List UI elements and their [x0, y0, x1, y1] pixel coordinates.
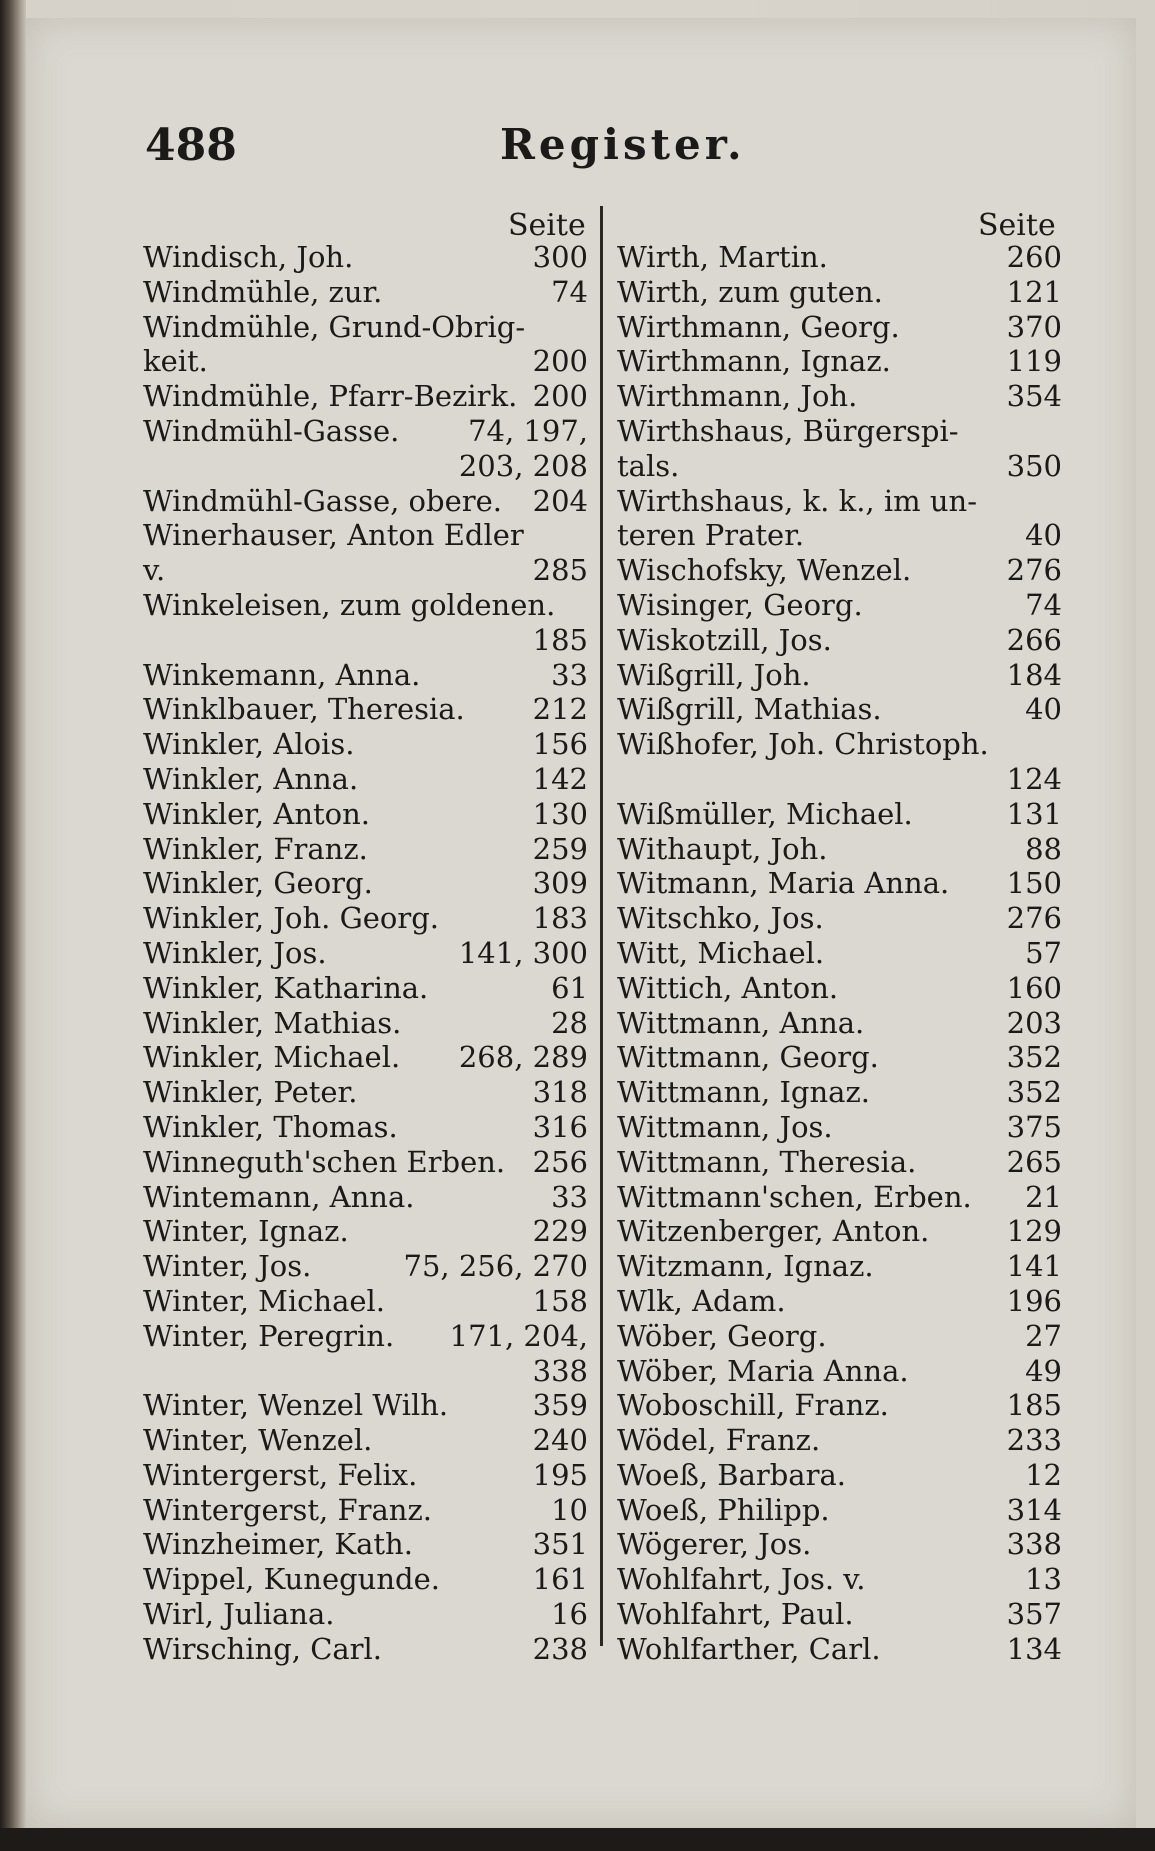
- index-entry: [617, 1284, 1062, 1319]
- index-entry: [617, 344, 1062, 379]
- index-entry-name: Winkler, Joh. Georg.: [143, 901, 440, 936]
- index-entry-name: Witzenberger, Anton.: [617, 1214, 930, 1249]
- index-entry-pages: 300: [532, 240, 588, 274]
- index-entry-pages: 88: [1025, 831, 1062, 866]
- index-entry: [617, 588, 1062, 623]
- index-entry-pages: 240: [532, 1423, 588, 1458]
- index-entry-name: Winter, Peregrin.: [143, 1318, 395, 1353]
- index-entry-name: Wintergerst, Felix.: [143, 1457, 418, 1492]
- index-entry-pages: 185: [1006, 1388, 1062, 1423]
- index-entry-pages: 74: [551, 274, 588, 309]
- index-entry: [143, 797, 588, 832]
- index-entry-pages: 196: [1006, 1283, 1062, 1318]
- index-entry-name: Wittmann, Theresia.: [617, 1144, 917, 1179]
- index-entry-name: Winkler, Thomas.: [143, 1109, 398, 1144]
- index-entry-pages: 21: [1025, 1179, 1062, 1214]
- index-entry-name: Wirthmann, Joh.: [617, 379, 858, 414]
- index-entry: [143, 971, 588, 1006]
- index-entry-name: Wirthshaus, k. k., im un-: [617, 483, 977, 518]
- index-entry: [143, 1423, 588, 1458]
- index-entry-pages: 200: [532, 379, 588, 414]
- index-entry-pages: 27: [1025, 1318, 1062, 1353]
- index-entry: [143, 1354, 588, 1389]
- index-entry-name: Windmühle, Grund-Obrig-: [143, 309, 526, 344]
- index-entry-name: tals.: [617, 448, 680, 483]
- index-entry-name: Windisch, Joh.: [143, 240, 354, 274]
- index-entry-pages: 338: [1006, 1527, 1062, 1562]
- index-entry-pages: 13: [1025, 1562, 1062, 1597]
- index-entry: [617, 1180, 1062, 1215]
- index-entry-pages: 10: [551, 1492, 588, 1527]
- index-entry: [143, 1145, 588, 1180]
- page-number: 488: [145, 120, 237, 171]
- index-entry-pages: 268, 289: [458, 1040, 588, 1075]
- index-entry-pages: 260: [1006, 240, 1062, 274]
- index-entry: [143, 1319, 588, 1354]
- index-entry-pages: 285: [532, 553, 588, 588]
- index-entry: [143, 379, 588, 414]
- index-entry-name: Winter, Ignaz.: [143, 1214, 349, 1249]
- index-entry: [143, 1180, 588, 1215]
- index-entry-pages: 352: [1006, 1040, 1062, 1075]
- index-entry-pages: 233: [1006, 1423, 1062, 1458]
- index-entry-pages: 156: [532, 727, 588, 762]
- index-entry-pages: 141: [1006, 1249, 1062, 1284]
- index-entry-name: Winkemann, Anna.: [143, 657, 421, 692]
- index-entry-pages: 131: [1006, 796, 1062, 831]
- index-entry: [617, 832, 1062, 867]
- index-entry-pages: 276: [1006, 901, 1062, 936]
- index-entry: [143, 310, 588, 345]
- index-entry-name: Winkler, Mathias.: [143, 1005, 402, 1040]
- index-entry: [143, 832, 588, 867]
- index-entry-name: Windmühl-Gasse.: [143, 413, 400, 448]
- right-index-column: [617, 240, 1062, 1667]
- index-entry-name: Wöber, Georg.: [617, 1318, 827, 1353]
- index-entry-name: Wirl, Juliana.: [143, 1597, 335, 1632]
- index-entry: [617, 866, 1062, 901]
- index-entry-name: Witzmann, Ignaz.: [617, 1249, 874, 1284]
- index-entry-name: Wippel, Kunegunde.: [143, 1562, 440, 1597]
- index-entry: [617, 1040, 1062, 1075]
- index-entry-pages: 265: [1006, 1144, 1062, 1179]
- index-entry-pages: 195: [532, 1457, 588, 1492]
- index-entry: [617, 1075, 1062, 1110]
- index-entry-name: Wohlfahrt, Paul.: [617, 1597, 854, 1632]
- index-entry: [143, 901, 588, 936]
- index-entry-name: Wöber, Maria Anna.: [617, 1353, 909, 1388]
- index-entry-name: Woboschill, Franz.: [617, 1388, 889, 1423]
- index-entry: [617, 1354, 1062, 1389]
- index-entry: [143, 1214, 588, 1249]
- index-entry-pages: 40: [1025, 518, 1062, 553]
- index-entry-pages: 316: [532, 1109, 588, 1144]
- index-entry-pages: 124: [1006, 761, 1062, 796]
- index-entry-name: Windmühle, Pfarr-Bezirk.: [143, 379, 518, 414]
- index-entry: [617, 1145, 1062, 1180]
- index-entry: [617, 971, 1062, 1006]
- index-entry-pages: 203, 208: [458, 448, 588, 483]
- index-entry-name: Wintergerst, Franz.: [143, 1492, 432, 1527]
- index-entry-name: Wintemann, Anna.: [143, 1179, 415, 1214]
- index-entry-pages: 203: [1006, 1005, 1062, 1040]
- index-entry: [617, 1110, 1062, 1145]
- index-entry: [617, 936, 1062, 971]
- index-entry: [617, 518, 1062, 553]
- index-entry: [143, 1493, 588, 1528]
- index-entry-pages: 185: [532, 622, 588, 657]
- index-entry-name: Winkler, Anna.: [143, 761, 359, 796]
- index-entry-name: Witt, Michael.: [617, 935, 825, 970]
- index-entry-name: Wittmann, Ignaz.: [617, 1075, 870, 1110]
- index-entry-name: Winkler, Katharina.: [143, 970, 429, 1005]
- index-entry: [617, 1493, 1062, 1528]
- index-entry: [617, 449, 1062, 484]
- index-entry-name: Winkler, Peter.: [143, 1075, 358, 1110]
- index-entry-name: Wohlfarther, Carl.: [617, 1631, 881, 1666]
- index-entry-name: Windmühl-Gasse, obere.: [143, 483, 502, 518]
- index-entry-name: Winter, Wenzel.: [143, 1423, 373, 1458]
- index-entry-pages: 359: [532, 1388, 588, 1423]
- index-entry: [143, 936, 588, 971]
- index-entry: [617, 1423, 1062, 1458]
- index-entry: [143, 692, 588, 727]
- index-entry: [143, 484, 588, 519]
- index-entry: [143, 1597, 588, 1632]
- index-entry-pages: 357: [1006, 1597, 1062, 1632]
- index-entry-pages: 338: [532, 1353, 588, 1388]
- column-divider: [600, 206, 603, 1646]
- index-entry: [617, 901, 1062, 936]
- index-entry-name: Wirthmann, Ignaz.: [617, 344, 891, 379]
- index-entry: [617, 1388, 1062, 1423]
- index-entry-name: Wittmann'schen, Erben.: [617, 1179, 972, 1214]
- left-index-column: [143, 240, 588, 1667]
- index-entry-pages: 184: [1006, 657, 1062, 692]
- index-entry-name: Winzheimer, Kath.: [143, 1527, 413, 1562]
- index-entry: [617, 1458, 1062, 1493]
- index-entry: [143, 1284, 588, 1319]
- index-entry-name: Winkler, Anton.: [143, 796, 371, 831]
- index-entry: [617, 762, 1062, 797]
- index-entry-name: Winkler, Franz.: [143, 831, 368, 866]
- index-entry-pages: 74, 197,: [468, 413, 588, 448]
- index-entry-pages: 350: [1006, 448, 1062, 483]
- page-bottom-edge: [0, 1828, 1155, 1851]
- index-entry-pages: 171, 204,: [449, 1318, 588, 1353]
- index-entry: [617, 484, 1062, 519]
- index-entry-pages: 259: [532, 831, 588, 866]
- index-entry: [617, 275, 1062, 310]
- index-entry: [143, 414, 588, 449]
- index-entry-pages: 121: [1006, 274, 1062, 309]
- index-entry: [143, 275, 588, 310]
- index-entry-name: Wischofsky, Wenzel.: [617, 553, 912, 588]
- index-entry-name: keit.: [143, 344, 208, 379]
- index-entry-name: Wisinger, Georg.: [617, 587, 863, 622]
- index-entry-name: Winter, Michael.: [143, 1283, 386, 1318]
- index-entry-name: Witmann, Maria Anna.: [617, 866, 950, 901]
- column-label-right: Seite: [978, 208, 1056, 243]
- index-entry-pages: 49: [1025, 1353, 1062, 1388]
- index-entry: [617, 727, 1062, 762]
- index-entry-name: Wißmüller, Michael.: [617, 796, 913, 831]
- index-entry-pages: 28: [551, 1005, 588, 1040]
- index-entry-name: Wohlfahrt, Jos. v.: [617, 1562, 866, 1597]
- index-entry-pages: 130: [532, 796, 588, 831]
- index-entry: [617, 797, 1062, 832]
- index-entry-pages: 276: [1006, 553, 1062, 588]
- book-binding-edge: [0, 0, 26, 1851]
- index-entry-name: Wirth, Martin.: [617, 240, 828, 274]
- index-entry: [617, 1319, 1062, 1354]
- index-entry-name: Wirsching, Carl.: [143, 1631, 383, 1666]
- index-entry-name: Wirthmann, Georg.: [617, 309, 900, 344]
- index-entry: [617, 414, 1062, 449]
- index-entry: [143, 1110, 588, 1145]
- index-entry-name: Wittmann, Georg.: [617, 1040, 879, 1075]
- index-entry: [143, 866, 588, 901]
- index-entry: [617, 1249, 1062, 1284]
- index-entry-pages: 204: [532, 483, 588, 518]
- index-entry-pages: 266: [1006, 622, 1062, 657]
- index-entry: [617, 310, 1062, 345]
- index-entry-pages: 354: [1006, 379, 1062, 414]
- index-entry-pages: 75, 256, 270: [403, 1249, 588, 1284]
- index-entry-pages: 238: [532, 1631, 588, 1666]
- index-entry-name: Wittmann, Jos.: [617, 1109, 833, 1144]
- index-entry-name: Witschko, Jos.: [617, 901, 824, 936]
- column-label-left: Seite: [508, 208, 586, 243]
- index-entry: [143, 1632, 588, 1667]
- index-entry-name: Winkler, Georg.: [143, 866, 373, 901]
- index-entry-pages: 61: [551, 970, 588, 1005]
- index-entry-pages: 256: [532, 1144, 588, 1179]
- index-entry: [617, 1527, 1062, 1562]
- index-entry-pages: 351: [532, 1527, 588, 1562]
- running-head: Register.: [500, 120, 746, 169]
- index-entry-name: Wlk, Adam.: [617, 1283, 786, 1318]
- index-entry: [617, 240, 1062, 275]
- index-entry-pages: 314: [1006, 1492, 1062, 1527]
- index-entry-pages: 33: [551, 1179, 588, 1214]
- index-entry-pages: 229: [532, 1214, 588, 1249]
- index-entry-pages: 119: [1006, 344, 1062, 379]
- index-entry-name: Winter, Wenzel Wilh.: [143, 1388, 449, 1423]
- index-entry-pages: 142: [532, 761, 588, 796]
- index-entry-pages: 158: [532, 1283, 588, 1318]
- index-entry: [143, 518, 588, 553]
- index-entry: [617, 1632, 1062, 1667]
- index-entry-pages: 134: [1006, 1631, 1062, 1666]
- index-entry-name: Wißgrill, Mathias.: [617, 692, 882, 727]
- index-entry-name: Woeß, Barbara.: [617, 1457, 846, 1492]
- index-entry-name: Wirthshaus, Bürgerspi-: [617, 413, 959, 448]
- index-entry-pages: 200: [532, 344, 588, 379]
- index-entry: [617, 1597, 1062, 1632]
- index-entry-pages: 309: [532, 866, 588, 901]
- index-entry: [617, 1562, 1062, 1597]
- index-entry-pages: 352: [1006, 1075, 1062, 1110]
- index-entry: [143, 1388, 588, 1423]
- index-entry-pages: 141, 300: [458, 935, 588, 970]
- index-entry: [617, 379, 1062, 414]
- index-entry: [143, 344, 588, 379]
- index-entry-name: Wögerer, Jos.: [617, 1527, 812, 1562]
- index-entry-pages: 183: [532, 901, 588, 936]
- index-entry: [617, 692, 1062, 727]
- index-entry-pages: 150: [1006, 866, 1062, 901]
- index-entry-name: Winerhauser, Anton Edler: [143, 518, 524, 553]
- index-entry: [143, 1249, 588, 1284]
- index-entry: [143, 623, 588, 658]
- index-entry-name: Wißgrill, Joh.: [617, 657, 811, 692]
- index-entry-pages: 12: [1025, 1457, 1062, 1492]
- index-entry: [143, 762, 588, 797]
- index-entry-pages: 160: [1006, 970, 1062, 1005]
- index-entry: [617, 1006, 1062, 1041]
- index-entry: [143, 588, 588, 623]
- index-entry: [617, 623, 1062, 658]
- index-entry-pages: 74: [1025, 587, 1062, 622]
- index-entry-name: Winkler, Jos.: [143, 935, 327, 970]
- index-entry-name: teren Prater.: [617, 518, 805, 553]
- index-entry-pages: 370: [1006, 309, 1062, 344]
- index-entry-name: Winter, Jos.: [143, 1249, 312, 1284]
- index-entry: [617, 1214, 1062, 1249]
- index-entry-name: Winneguth'schen Erben.: [143, 1144, 506, 1179]
- index-entry-name: Winkler, Michael.: [143, 1040, 401, 1075]
- index-entry-pages: 212: [532, 692, 588, 727]
- index-entry-pages: 33: [551, 657, 588, 692]
- index-entry-name: Windmühle, zur.: [143, 274, 383, 309]
- index-entry: [143, 449, 588, 484]
- index-entry: [143, 1527, 588, 1562]
- index-entry-pages: 129: [1006, 1214, 1062, 1249]
- index-entry: [143, 1040, 588, 1075]
- index-entry-pages: 57: [1025, 935, 1062, 970]
- index-entry: [143, 1562, 588, 1597]
- index-entry: [143, 1458, 588, 1493]
- index-entry-name: Winkeleisen, zum goldenen.: [143, 587, 556, 622]
- index-entry: [143, 658, 588, 693]
- index-entry-name: Wißhofer, Joh. Christoph.: [617, 727, 989, 762]
- index-entry-name: Wittmann, Anna.: [617, 1005, 865, 1040]
- index-entry-name: Winklbauer, Theresia.: [143, 692, 465, 727]
- index-entry-pages: 318: [532, 1075, 588, 1110]
- index-entry-pages: 40: [1025, 692, 1062, 727]
- index-entry-pages: 161: [532, 1562, 588, 1597]
- index-entry-name: Winkler, Alois.: [143, 727, 355, 762]
- index-entry-pages: 375: [1006, 1109, 1062, 1144]
- index-entry: [617, 658, 1062, 693]
- index-entry-name: Wödel, Franz.: [617, 1423, 821, 1458]
- index-entry: [143, 553, 588, 588]
- index-entry-name: v.: [143, 553, 166, 588]
- index-entry-name: Wittich, Anton.: [617, 970, 839, 1005]
- index-entry: [143, 1075, 588, 1110]
- index-entry: [143, 727, 588, 762]
- index-entry: [617, 553, 1062, 588]
- index-entry-name: Wirth, zum guten.: [617, 274, 883, 309]
- index-entry-name: Withaupt, Joh.: [617, 831, 828, 866]
- index-entry: [143, 1006, 588, 1041]
- index-entry-pages: 16: [551, 1597, 588, 1632]
- index-entry: [143, 240, 588, 275]
- index-entry-name: Wiskotzill, Jos.: [617, 622, 832, 657]
- index-entry-name: Woeß, Philipp.: [617, 1492, 830, 1527]
